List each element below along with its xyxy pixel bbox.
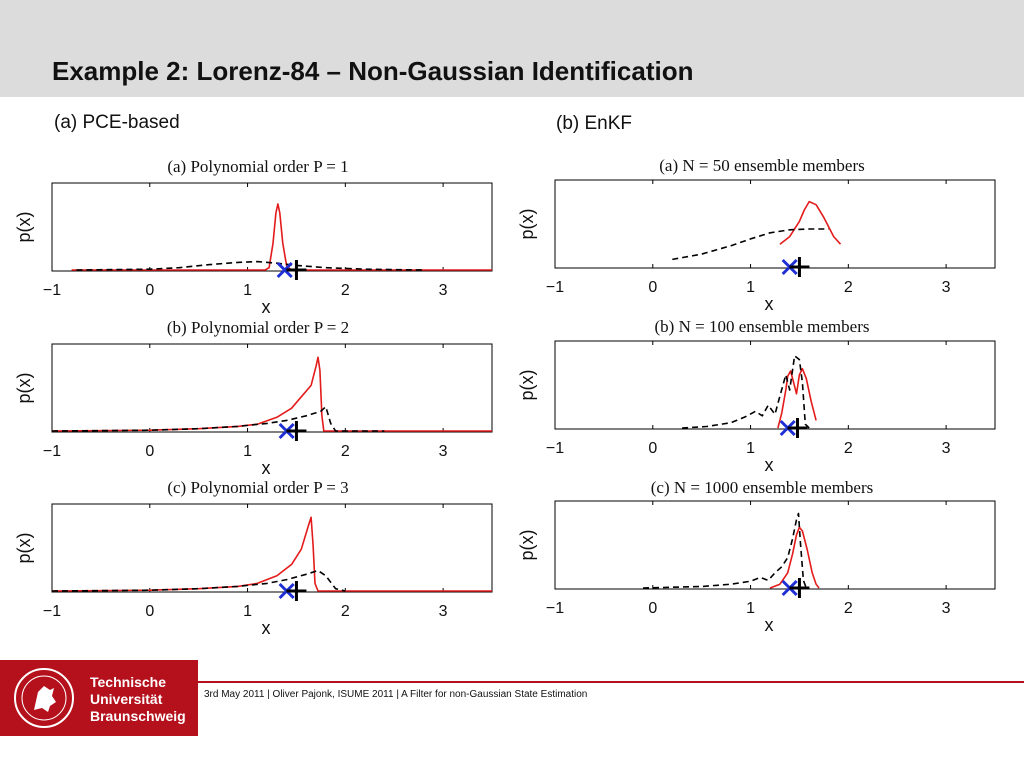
x-tick-label: 3 [941, 279, 951, 296]
plot-frame [555, 501, 995, 589]
x-tick-label: 0 [145, 603, 155, 620]
x-tick-label: 0 [648, 440, 658, 457]
plot-frame [52, 504, 492, 592]
x-tick-label: −1 [545, 440, 565, 457]
y-axis-label: p(x) [517, 529, 537, 561]
footer-text: 3rd May 2011 | Oliver Pajonk, ISUME 2011 | A Filter for non-Gaussian State Estimation [204, 689, 588, 700]
x-tick-label: −1 [545, 600, 565, 617]
x-tick-label: 1 [243, 603, 253, 620]
x-tick-label: 1 [746, 279, 756, 296]
y-axis-label: p(x) [14, 211, 34, 243]
chart-6 [517, 478, 995, 635]
plot-frame [555, 180, 995, 268]
x-tick-label: 3 [438, 603, 448, 620]
x-tick-label: −1 [42, 443, 62, 460]
x-tick-label: 1 [243, 282, 253, 299]
lion-seal-icon [12, 666, 76, 730]
chart-title: (b) Polynomial order P = 2 [166, 318, 350, 337]
university-name-line1: Technische [90, 674, 166, 690]
chart-3 [14, 478, 492, 638]
x-tick-label: −1 [42, 603, 62, 620]
x-tick-label: 0 [145, 282, 155, 299]
university-name-line3: Braunschweig [90, 708, 186, 724]
plot-frame [555, 341, 995, 429]
chart-4 [517, 156, 995, 314]
x-axis-label: x [261, 618, 271, 638]
chart-title: (a) N = 50 ensemble members [659, 156, 865, 175]
chart-title: (c) N = 1000 ensemble members [650, 478, 874, 497]
x-axis-label: x [261, 297, 271, 317]
x-axis-label: x [764, 615, 774, 635]
x-tick-label: 3 [438, 282, 448, 299]
x-tick-label: −1 [545, 279, 565, 296]
university-name-line2: Universität [90, 691, 163, 707]
x-tick-label: 0 [648, 600, 658, 617]
chart-1 [14, 157, 492, 317]
x-tick-label: 2 [340, 282, 350, 299]
x-tick-label: 1 [243, 443, 253, 460]
chart-2 [14, 318, 492, 478]
x-tick-label: 2 [843, 440, 853, 457]
x-tick-label: 2 [340, 603, 350, 620]
x-tick-label: −1 [42, 282, 62, 299]
chart-title: (b) N = 100 ensemble members [654, 317, 870, 336]
x-tick-label: 0 [145, 443, 155, 460]
y-axis-label: p(x) [517, 369, 537, 401]
x-axis-label: x [764, 294, 774, 314]
column-label-pce: (a) PCE-based [54, 112, 180, 133]
x-tick-label: 1 [746, 600, 756, 617]
chart-5 [517, 317, 995, 475]
university-name [90, 674, 186, 725]
chart-title: (a) Polynomial order P = 1 [167, 157, 349, 176]
slide-title: Example 2: Lorenz-84 – Non-Gaussian Identification [52, 56, 694, 86]
x-axis-label: x [261, 458, 271, 478]
x-tick-label: 2 [843, 600, 853, 617]
x-tick-label: 2 [843, 279, 853, 296]
footer-divider [198, 681, 1024, 683]
plot-frame [52, 183, 492, 271]
x-tick-label: 3 [941, 440, 951, 457]
x-tick-label: 3 [941, 600, 951, 617]
column-label-enkf: (b) EnKF [556, 113, 633, 134]
y-axis-label: p(x) [517, 208, 537, 240]
x-axis-label: x [764, 455, 774, 475]
y-axis-label: p(x) [14, 532, 34, 564]
x-tick-label: 1 [746, 440, 756, 457]
x-tick-label: 2 [340, 443, 350, 460]
x-tick-label: 0 [648, 279, 658, 296]
x-tick-label: 3 [438, 443, 448, 460]
y-axis-label: p(x) [14, 372, 34, 404]
chart-title: (c) Polynomial order P = 3 [167, 478, 349, 497]
